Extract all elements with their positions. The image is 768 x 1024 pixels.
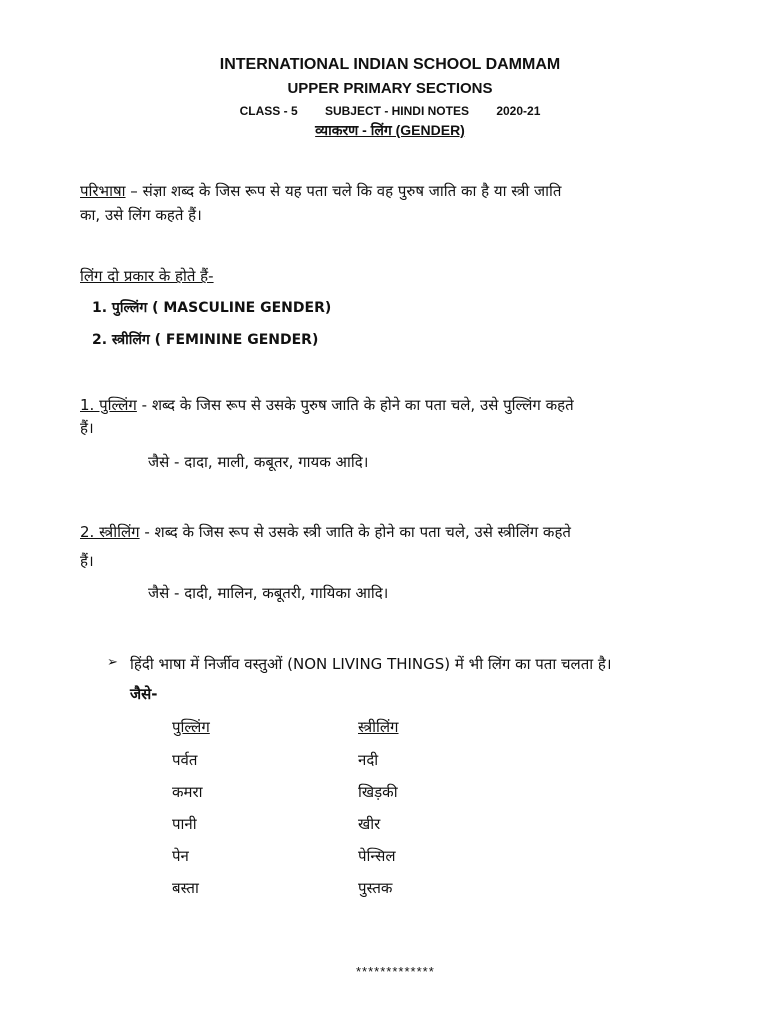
masculine-line1 — [80, 395, 574, 415]
subject-label: SUBJECT - HINDI NOTES — [324, 104, 469, 118]
table-cell: बस्ता — [172, 879, 199, 897]
column-header-text: स्त्रीलिंग — [358, 718, 399, 736]
types-heading — [80, 266, 214, 286]
table-cell: पेन — [172, 847, 189, 865]
type-item-feminine: 2. स्त्रीलिंग ( FEMININE GENDER) — [92, 332, 319, 348]
table-cell: खीर — [358, 815, 381, 833]
definition-label: परिभाषा — [80, 182, 126, 200]
column-header-text: पुल्लिंग — [172, 718, 210, 736]
types-heading-text: लिंग दो प्रकार के होते हैं- — [80, 267, 214, 285]
type-item-masculine: 1. पुल्लिंग ( MASCULINE GENDER) — [92, 300, 332, 316]
topic-text: व्याकरण - लिंग (GENDER) — [315, 122, 465, 138]
school-name: INTERNATIONAL INDIAN SCHOOL DAMMAM — [219, 56, 561, 73]
definition-text: – संज्ञा शब्द के जिस रूप से यह पता चले कि वह पुरुष जाति का है या स्त्री जाति — [125, 182, 562, 200]
class-line — [0, 104, 768, 118]
section-name: UPPER PRIMARY SECTIONS — [287, 80, 493, 97]
table-cell: नदी — [358, 751, 379, 769]
table-cell: पर्वत — [172, 751, 198, 769]
feminine-example: जैसे - दादी, मालिन, कबूतरी, गायिका आदि। — [148, 584, 389, 602]
masculine-line2: हैं। — [80, 419, 94, 437]
definition-line1 — [80, 181, 561, 201]
masculine-label: 1. पुल्लिंग — [80, 396, 137, 414]
masculine-text: - शब्द के जिस रूप से उसके पुरुष जाति के होने का पता चले, उसे पुल्लिंग कहते — [136, 396, 574, 414]
table-cell: कमरा — [172, 783, 203, 801]
definition-line2: का, उसे लिंग कहते हैं। — [80, 206, 202, 224]
year-label: 2020-21 — [496, 104, 541, 118]
feminine-label: 2. स्त्रीलिंग — [80, 523, 140, 541]
feminine-line1 — [80, 522, 571, 542]
topic-title — [0, 121, 768, 140]
table-cell: पानी — [172, 815, 197, 833]
table-cell: पुस्तक — [358, 879, 393, 897]
table-cell: पेन्सिल — [358, 847, 396, 865]
feminine-line2: हैं। — [80, 552, 94, 570]
nonliving-text: हिंदी भाषा में निर्जीव वस्तुओं (NON LIVING THINGS) में भी लिंग का पता चलता है। — [130, 655, 612, 673]
column-header-masculine — [172, 717, 210, 737]
class-label: CLASS - 5 — [239, 104, 298, 118]
masculine-example: जैसे - दादा, माली, कबूतर, गायक आदि। — [148, 453, 369, 471]
nonliving-example-label: जैसे- — [130, 685, 158, 703]
table-cell: खिड़की — [358, 783, 398, 801]
feminine-text: - शब्द के जिस रूप से उसके स्त्री जाति के होने का पता चले, उसे स्त्रीलिंग कहते — [139, 523, 571, 541]
footer-stars: ************* — [356, 964, 435, 979]
bullet-arrow-icon: ➢ — [107, 655, 118, 670]
column-header-feminine — [358, 717, 399, 737]
